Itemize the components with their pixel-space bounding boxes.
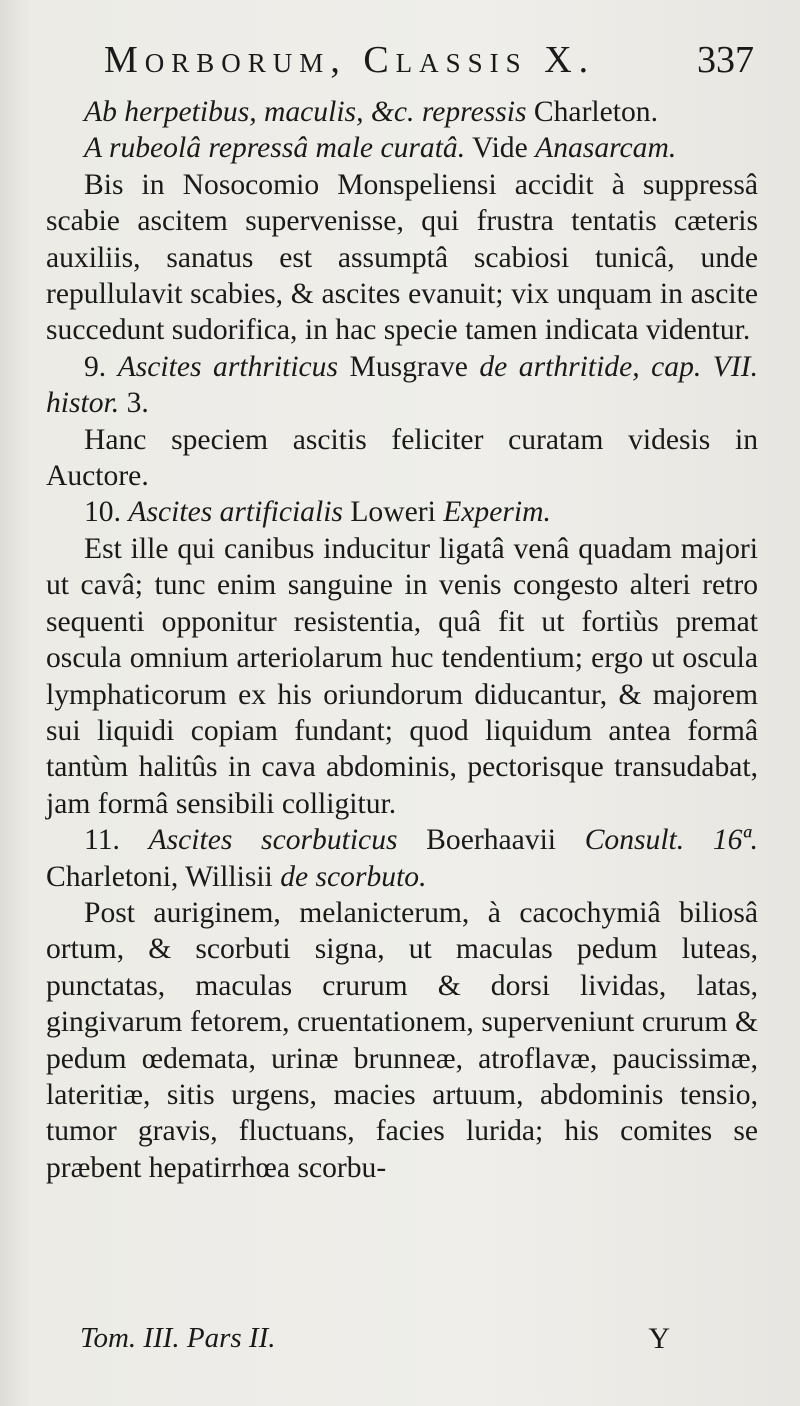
entry-11 xyxy=(46,822,758,895)
entry-10-source: Experim. xyxy=(443,496,551,529)
signature-mark: Y xyxy=(648,1322,670,1355)
entry-10-name: Ascites artificialis xyxy=(128,496,343,529)
page-header xyxy=(46,38,758,94)
reference-line-1 xyxy=(46,94,758,130)
reference-line-2 xyxy=(46,130,758,166)
entry-9-number: 9. xyxy=(84,350,118,383)
running-title: Morborum, Classis X. xyxy=(104,39,596,81)
entry-9-source: de arthritide, cap. VII. histor. xyxy=(46,350,758,420)
entry-9-number-ref: 3. xyxy=(119,387,149,420)
reference-2-see: Vide xyxy=(465,132,536,165)
body-text xyxy=(46,94,758,1186)
entry-10-author: Loweri xyxy=(342,496,444,529)
reference-2-italic: A rubeolâ repressâ male curatâ. xyxy=(84,132,466,165)
entry-11-name: Ascites scorbuticus xyxy=(148,824,398,857)
entry-11-source: Consult. 16ª. xyxy=(584,824,758,857)
volume-info: Tom. III. Pars II. xyxy=(80,1322,276,1354)
reference-1-italic: Ab herpetibus, maculis, &c. repressis xyxy=(84,96,527,128)
entry-11-authors: Charletoni, Willisii xyxy=(46,860,281,893)
paragraph-artificial: Est ille qui canibus inducitur ligatâ venâ quadam majori ut cavâ; tunc enim sanguine in venis congesto alteri retro sequenti opponitur resistentia, quâ fit ut fortiùs premat oscula omnium arteriolarum huc tendentium; ergo ut oscula lymphaticorum ex his oriundorum diducantur, & majorem sui liquidi copiam fundant; quod liquidum antea formâ tantùm halitûs in cava abdominis, pectorisque transudabat, jam formâ sensibili colligitur. xyxy=(46,532,758,820)
entry-11-number: 11. xyxy=(84,824,149,857)
reference-1-author: Charleton. xyxy=(526,96,658,128)
entry-10-number: 10. xyxy=(84,496,129,529)
entry-11-author: Boerhaavii xyxy=(397,824,585,857)
page-number: 337 xyxy=(697,39,754,81)
entry-9-name: Ascites arthriticus xyxy=(117,350,338,383)
paragraph-arthritic: Hanc speciem ascitis feliciter curatam videsis in Auctore. xyxy=(46,423,758,493)
page-footer xyxy=(80,1322,670,1356)
paragraph-scabies: Bis in Nosocomio Monspeliensi accidit à suppressâ scabie ascitem supervenisse, qui frustra tentatis cæteris auxiliis, sanatus est assumptâ scabiosi tunicâ, unde repullulavit scabies, & ascites evanuit; vix unquam in ascite succedunt sudorifica, in hac specie tamen indicata videntur. xyxy=(46,168,758,347)
reference-2-target: Anasarcam. xyxy=(535,132,677,165)
entry-11-source-2: de scorbuto. xyxy=(280,860,427,893)
entry-9-author: Musgrave xyxy=(338,350,480,383)
paragraph-scorbutic: Post auriginem, melanicterum, à cacochymiâ biliosâ ortum, & scorbuti signa, ut maculas pedum luteas, punctatas, maculas crurum & dorsi lividas, latas, gingivarum fetorem, cruentationem, superveniunt crurum & pedum œdemata, urinæ brunneæ, atroflavæ, paucissimæ, lateritiæ, sitis urgens, macies artuum, abdominis tensio, tumor gravis, fluctuans, facies lurida; his comites se præbent hepatirrhœa scorbu- xyxy=(46,896,758,1184)
entry-10 xyxy=(46,494,758,530)
entry-9 xyxy=(46,349,758,422)
